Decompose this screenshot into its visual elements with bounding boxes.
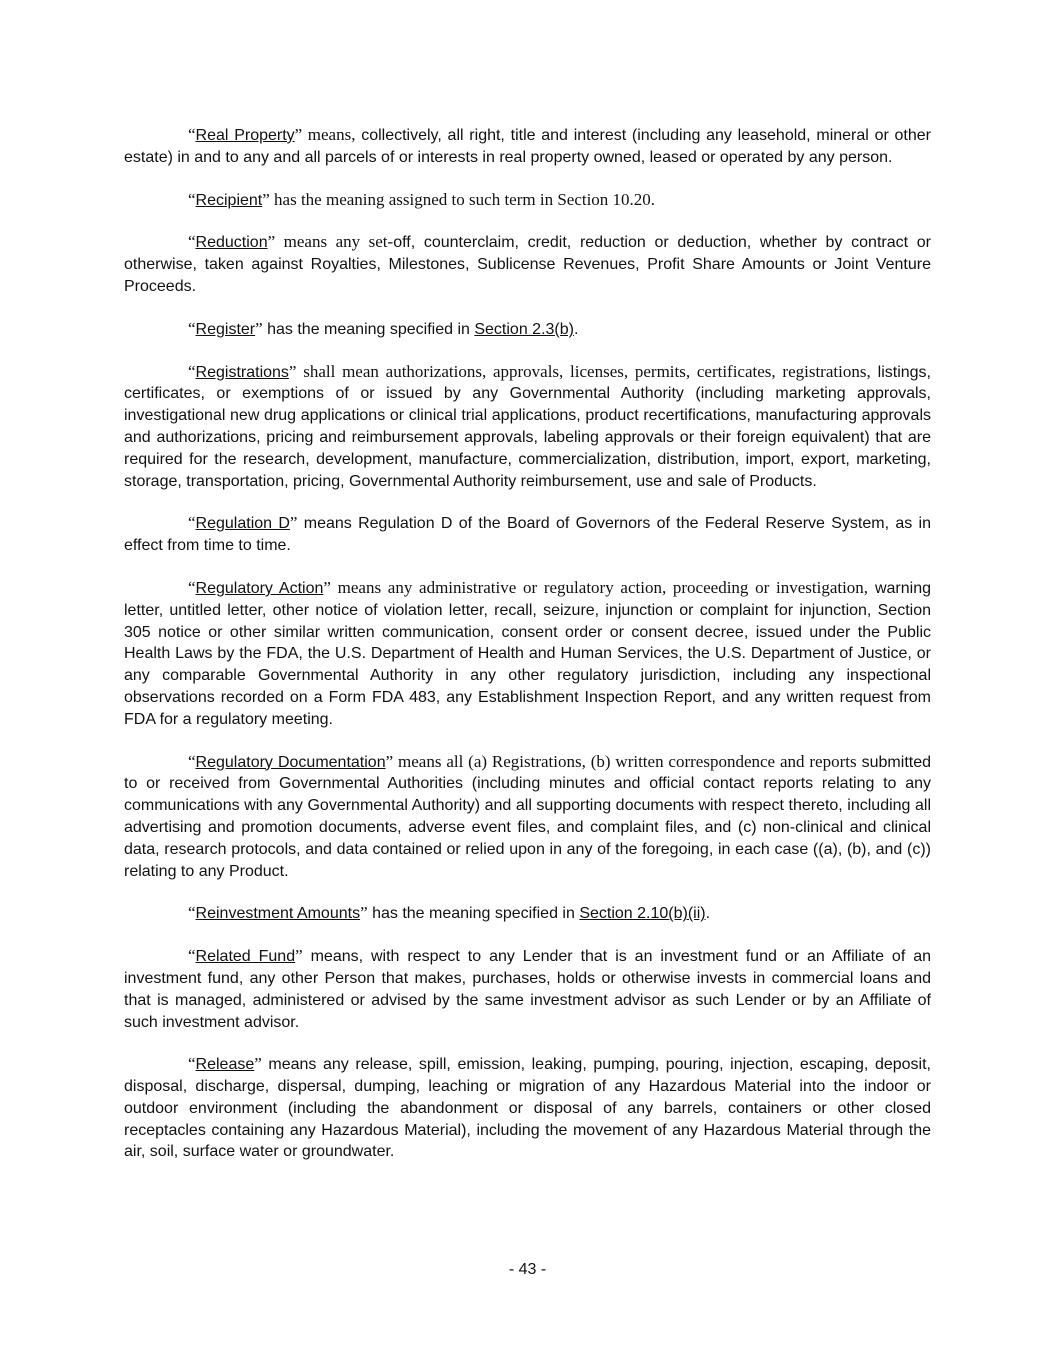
definition-text: submitted to or received from Governmental Authorities (including minutes and official contact reports relating to any communications with any Governmental Authority) and all supporting documents with respect thereto, including all advertising and promotion documents, adverse event files, and complaint files, and (c) non-clinical and clinical data, research protocols, and data contained or relied upon in any of the foregoing, in each case ((a), (b), and (c)) relating to any Product. — [124, 753, 932, 880]
definition-registrations — [124, 361, 931, 493]
close-quote: ” — [255, 318, 263, 338]
definition-lead: has the meaning assigned to such term in Section 10.20. — [269, 189, 656, 209]
open-quote: “ — [188, 513, 196, 533]
defined-term: Release — [195, 1056, 255, 1074]
document-body — [124, 124, 931, 1183]
defined-term: Regulatory Documentation — [195, 753, 386, 771]
defined-term: Related Fund — [195, 948, 296, 966]
definition-reinvestment-amounts — [124, 902, 931, 925]
open-quote: “ — [188, 189, 196, 209]
section-reference: Section 2.3(b) — [474, 320, 574, 338]
definition-lead: means any set- — [275, 232, 394, 252]
defined-term: Recipient — [195, 191, 263, 209]
open-quote: “ — [188, 361, 196, 381]
definition-lead: shall mean authorizations, approvals, licenses, permits, certificates, registrations, — [296, 361, 871, 381]
open-quote: “ — [188, 577, 196, 597]
open-quote: “ — [188, 946, 196, 966]
definition-recipient — [124, 189, 931, 212]
definition-tail: . — [705, 905, 711, 923]
definition-regulation-d — [124, 512, 931, 557]
close-quote: ” — [360, 903, 368, 923]
definition-text: means any release, spill, emission, leaking, pumping, pouring, injection, escaping, deposit, disposal, discharge, dispersal, dumping, leaching or migration of any Hazardous Material into the indoor or outdoor environment (including the abandonment or disposal of any barrels, containers or other closed receptacles containing any Hazardous Material), including the movement of any Hazardous Material through the air, soil, surface water or groundwater. — [124, 1056, 931, 1161]
close-quote: ” — [294, 125, 303, 144]
section-reference: Section 2.10(b)(ii) — [579, 905, 706, 923]
definition-text: off, counterclaim, credit, reduction or deduction, whether by contract or otherwise, taken against Royalties, Milestones, Sublicense Revenues, Profit Share Amounts or Joint Venture Proceeds. — [124, 234, 931, 295]
definition-lead: means all (a) Registrations, (b) written correspondence and reports — [393, 751, 857, 771]
definition-tail: . — [573, 320, 579, 338]
open-quote: “ — [188, 751, 196, 771]
definition-text: warning letter, untitled letter, other notice of violation letter, recall, seizure, injunction or complaint for injunction, Section 305 notice or other similar written communication, consent order or consent decree, issued under the Public Health Laws by the FDA, the U.S. Department of Health and Human Services, the U.S. Department of Justice, or any comparable Governmental Authority in any other regulatory jurisdiction, including any inspectional observations recorded on a Form FDA 483, any Establishment Inspection Report, and any written request from FDA for a regulatory meeting. — [124, 579, 931, 728]
definition-reduction — [124, 231, 931, 297]
definition-real-property — [124, 124, 931, 169]
definition-text: means, with respect to any Lender that is an investment fund or an Affiliate of an investment fund, any other Person that makes, purchases, holds or otherwise invests in commercial loans and that is managed, administered or advised by the same investment advisor as such Lender or by an Affiliate of such investment advisor. — [124, 948, 932, 1031]
definition-lead: means any administrative or regulatory action, proceeding or investigation, — [330, 577, 869, 597]
definition-text: has the meaning specified in — [262, 320, 475, 338]
definition-regulatory-action — [124, 577, 931, 731]
defined-term: Regulatory Action — [195, 579, 324, 597]
defined-term: Registrations — [195, 363, 289, 381]
defined-term: Reinvestment Amounts — [195, 905, 361, 923]
defined-term: Register — [195, 320, 256, 338]
defined-term: Regulation D — [195, 515, 290, 533]
close-quote: ” — [267, 232, 276, 252]
open-quote: “ — [188, 903, 196, 923]
close-quote: ” — [288, 361, 297, 381]
definition-regulatory-documentation — [124, 751, 931, 883]
definition-text: has the meaning specified in — [367, 905, 580, 923]
definition-release — [124, 1053, 931, 1163]
open-quote: “ — [188, 125, 196, 144]
close-quote: ” — [254, 1054, 262, 1074]
close-quote: ” — [385, 751, 394, 771]
definition-lead: means, — [302, 125, 356, 144]
definition-text: means Regulation D of the Board of Governors of the Federal Reserve System, as in effect from time to time. — [124, 515, 932, 555]
definition-text: collectively, all right, title and interest (including any leasehold, mineral or other estate) in and to any and all parcels of or interests in real property owned, leased or operated by any person. — [124, 127, 931, 166]
definition-related-fund — [124, 945, 931, 1033]
open-quote: “ — [188, 318, 196, 338]
close-quote: ” — [262, 189, 270, 209]
defined-term: Reduction — [195, 234, 268, 252]
page-number: - 43 - — [508, 1261, 547, 1278]
defined-term: Real Property — [195, 127, 295, 144]
definition-text: listings, certificates, or exemptions of or issued by any Governmental Authority (including marketing approvals, investigational new drug applications or clinical trial applications, product recertifications, manufacturing approvals and authorizations, pricing and reimbursement approvals, labeling approvals or their foreign equivalent) that are required for the research, development, manufacture, commercialization, distribution, import, export, marketing, storage, transportation, pricing, Governmental Authority reimbursement, use and sale of Products. — [124, 363, 932, 490]
close-quote: ” — [289, 513, 298, 533]
definition-register — [124, 318, 931, 341]
close-quote: ” — [323, 577, 331, 597]
open-quote: “ — [188, 232, 196, 252]
close-quote: ” — [295, 946, 303, 966]
open-quote: “ — [188, 1054, 196, 1074]
